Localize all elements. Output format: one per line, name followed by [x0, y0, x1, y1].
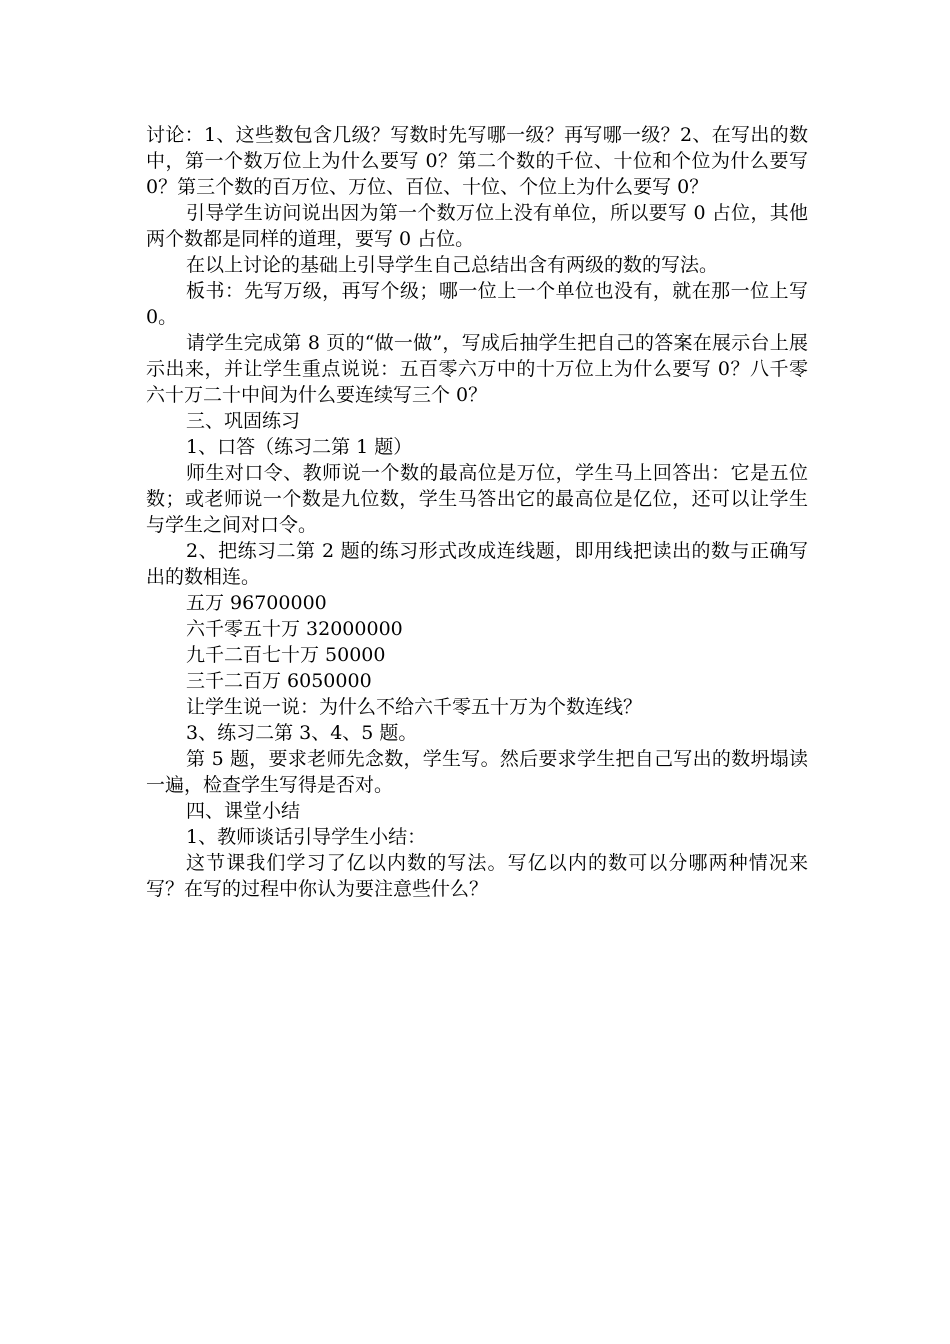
- summary-item: 1、教师谈话引导学生小结：: [186, 826, 427, 848]
- dictation-paragraph: 第 5 题，要求老师先念数，学生写。然后要求学生把自己写出的数坍塌读一遍，检查学生写得是否对。: [146, 748, 808, 796]
- matching-exercise-paragraph: 2、把练习二第 2 题的练习形式改成连线题，即用线把读出的数与正确写出的数相连。: [146, 540, 808, 588]
- document-body: [146, 122, 808, 902]
- guidance-paragraph: 引导学生访问说出因为第一个数万位上没有单位，所以要写 0 占位，其他两个数都是同样的道理，要写 0 占位。: [146, 202, 808, 250]
- exercise-list-item: 3、练习二第 3、4、5 题。: [186, 722, 418, 744]
- summary-paragraph: 在以上讨论的基础上引导学生自己总结出含有两级的数的写法。: [186, 254, 719, 276]
- blackboard-paragraph: 板书：先写万级，再写个级；哪一位上一个单位也没有，就在那一位上写 0。: [146, 280, 808, 328]
- oral-answer-item: 1、口答（练习二第 1 题）: [186, 436, 413, 458]
- section-heading-practice: 三、巩固练习: [186, 410, 301, 432]
- discussion-paragraph: 讨论：1、这些数包含几级？写数时先写哪一级？再写哪一级？2、在写出的数中，第一个数万位上为什么要写 0？第二个数的千位、十位和个位为什么要写 0？第三个数的百万位、万位、百位、十位、个位上为什么要写 0？: [146, 124, 808, 198]
- oral-drill-paragraph: 师生对口令、教师说一个数的最高位是万位，学生马上回答出：它是五位数；或老师说一个数是九位数，学生马答出它的最高位是亿位，还可以让学生与学生之间对口令。: [146, 462, 808, 536]
- matching-line-2: 六千零五十万 32000000: [186, 618, 403, 640]
- exercise-paragraph: 请学生完成第 8 页的“做一做”，写成后抽学生把自己的答案在展示台上展示出来，并让学生重点说说：五百零六万中的十万位上为什么要写 0？八千零六十万二十中间为什么要连续写三个 0？: [146, 332, 808, 406]
- section-heading-summary: 四、课堂小结: [186, 800, 301, 822]
- question-paragraph: 让学生说一说：为什么不给六千零五十万为个数连线？: [186, 696, 643, 718]
- closing-paragraph: 这节课我们学习了亿以内数的写法。写亿以内的数可以分哪两种情况来写？在写的过程中你认为要注意些什么？: [146, 852, 808, 900]
- matching-line-3: 九千二百七十万 50000: [186, 644, 386, 666]
- matching-line-4: 三千二百万 6050000: [186, 670, 372, 692]
- matching-line-1: 五万 96700000: [186, 592, 327, 614]
